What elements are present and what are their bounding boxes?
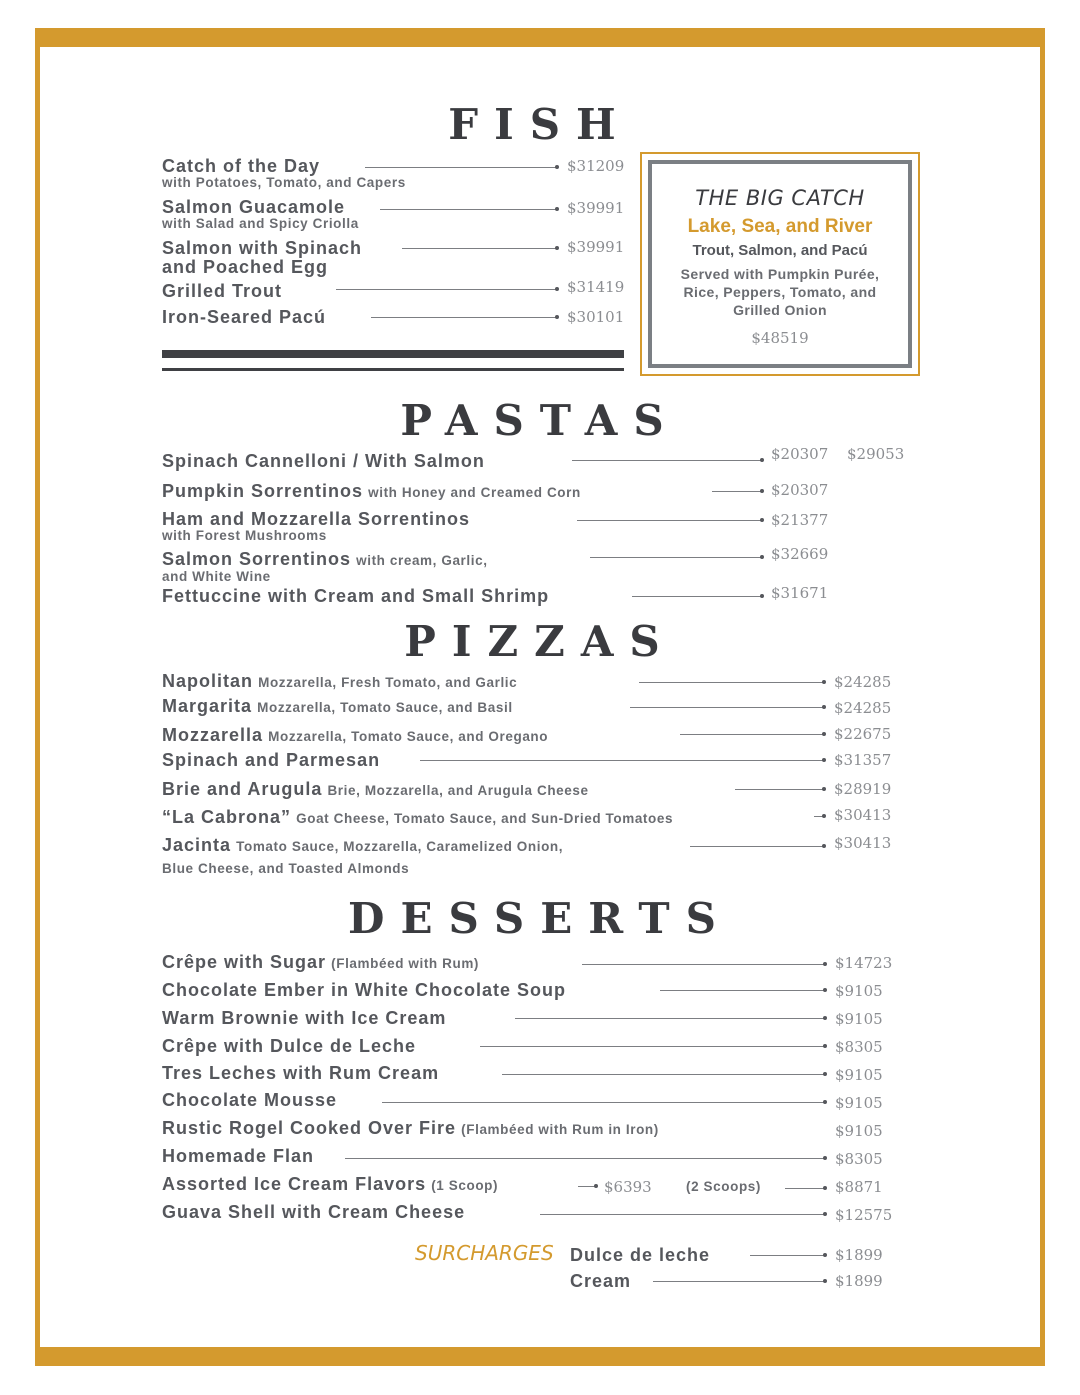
- item-price: $1899: [835, 1272, 883, 1290]
- item-price: $31671: [771, 584, 829, 602]
- menu-item-la-cabrona: “La Cabrona” Goat Cheese, Tomato Sauce, and Sun-Dried Tomatoes: [162, 807, 674, 827]
- menu-item-ham-mozzarella-sorrentinos: Ham and Mozzarella Sorrentinos: [162, 509, 471, 529]
- menu-item-catch-of-the-day: Catch of the Day: [162, 156, 321, 176]
- menu-item-chocolate-mousse: Chocolate Mousse: [162, 1090, 338, 1110]
- item-price: $39991: [567, 238, 625, 256]
- price-leader: [515, 1018, 825, 1019]
- price-leader: [785, 1188, 825, 1189]
- fish-heading: FISH: [448, 100, 632, 149]
- item-price-alt: $8871: [835, 1178, 883, 1196]
- price-leader: [540, 1214, 825, 1215]
- item-description: Blue Cheese, and Toasted Almonds: [162, 861, 410, 876]
- item-price: $28919: [834, 780, 892, 798]
- item-price: $9105: [835, 1010, 883, 1028]
- item-price: $21377: [771, 511, 829, 529]
- item-price: $1899: [835, 1246, 883, 1264]
- menu-item-napolitan: Napolitan Mozzarella, Fresh Tomato, and Garlic: [162, 671, 518, 691]
- surcharge-item-dulce-de-leche: Dulce de leche: [570, 1245, 711, 1265]
- item-price: $9105: [835, 982, 883, 1000]
- item-description: with Salad and Spicy Criolla: [162, 216, 359, 231]
- item-price: $20307: [771, 481, 829, 499]
- surcharge-item-cream: Cream: [570, 1271, 632, 1291]
- price-leader: [582, 964, 825, 965]
- price-leader: [380, 209, 557, 210]
- item-description: with Potatoes, Tomato, and Capers: [162, 175, 406, 190]
- price-leader: [639, 682, 824, 683]
- menu-item-tres-leches: Tres Leches with Rum Cream: [162, 1063, 440, 1083]
- item-price-alt: $29053: [847, 445, 905, 463]
- item-description: and White Wine: [162, 569, 271, 584]
- menu-item-spinach-cannelloni: Spinach Cannelloni / With Salmon: [162, 451, 485, 471]
- price-leader: [630, 707, 824, 708]
- item-price: $30413: [834, 834, 892, 852]
- price-leader: [420, 760, 824, 761]
- menu-item-mozzarella: Mozzarella Mozzarella, Tomato Sauce, and Oregano: [162, 725, 549, 745]
- menu-item-rustic-rogel: Rustic Rogel Cooked Over Fire (Flambéed with Rum in Iron): [162, 1118, 659, 1138]
- item-price: $22675: [834, 725, 892, 743]
- item-description-alt: (2 Scoops): [686, 1179, 762, 1194]
- price-leader: [690, 846, 824, 847]
- price-leader: [578, 1186, 596, 1187]
- price-leader: [653, 1281, 825, 1282]
- price-leader: [502, 1074, 825, 1075]
- item-price: $9105: [835, 1094, 883, 1112]
- item-price: $6393: [604, 1178, 652, 1196]
- menu-item-homemade-flan: Homemade Flan: [162, 1146, 315, 1166]
- item-price: $14723: [835, 954, 893, 972]
- item-price: $12575: [835, 1206, 893, 1224]
- big-catch-description: Served with Pumpkin Purée, Rice, Peppers, Tomato, and Grilled Onion: [680, 266, 880, 318]
- item-price: $31357: [834, 751, 892, 769]
- pizzas-heading: PIZZAS: [404, 617, 676, 666]
- big-catch-box: [640, 152, 920, 376]
- item-price: $31209: [567, 157, 625, 175]
- menu-item-grilled-trout: Grilled Trout: [162, 281, 283, 301]
- price-leader: [365, 167, 557, 168]
- pastas-heading: PASTAS: [400, 396, 680, 445]
- price-leader: [345, 1158, 825, 1159]
- menu-item-chocolate-ember: Chocolate Ember in White Chocolate Soup: [162, 980, 567, 1000]
- desserts-heading: DESSERTS: [348, 894, 732, 943]
- menu-item-salmon-with-spinach: Salmon with Spinach: [162, 238, 363, 258]
- item-price: $24285: [834, 673, 892, 691]
- section-divider-thin: [162, 368, 624, 371]
- price-leader: [735, 789, 824, 790]
- item-price: $20307: [771, 445, 829, 463]
- menu-item-iron-seared-pacu: Iron-Seared Pacú: [162, 307, 327, 327]
- price-leader: [632, 596, 762, 597]
- item-price: $8305: [835, 1150, 883, 1168]
- section-divider-thick: [162, 350, 624, 358]
- price-leader: [371, 317, 557, 318]
- item-price: $24285: [834, 699, 892, 717]
- big-catch-inner-frame: [648, 160, 912, 368]
- surcharges-label: SURCHARGES: [415, 1241, 554, 1265]
- menu-item-name-continued: and Poached Egg: [162, 257, 329, 277]
- price-leader: [660, 990, 825, 991]
- big-catch-fish-list: Trout, Salmon, and Pacú: [692, 242, 868, 259]
- item-price: $30101: [567, 308, 625, 326]
- menu-item-pumpkin-sorrentinos: Pumpkin Sorrentinos with Honey and Creamed Corn: [162, 481, 581, 501]
- price-leader: [572, 460, 762, 461]
- menu-item-fettuccine: Fettuccine with Cream and Small Shrimp: [162, 586, 550, 606]
- big-catch-title: THE BIG CATCH: [695, 186, 865, 210]
- price-leader: [382, 1102, 825, 1103]
- menu-item-warm-brownie: Warm Brownie with Ice Cream: [162, 1008, 447, 1028]
- price-leader: [480, 1046, 825, 1047]
- menu-item-guava-shell: Guava Shell with Cream Cheese: [162, 1202, 466, 1222]
- price-leader: [680, 734, 824, 735]
- menu-item-jacinta: Jacinta Tomato Sauce, Mozzarella, Caramelized Onion,: [162, 835, 564, 855]
- menu-item-brie-arugula: Brie and Arugula Brie, Mozzarella, and Arugula Cheese: [162, 779, 589, 799]
- price-leader: [336, 289, 557, 290]
- item-price: $39991: [567, 199, 625, 217]
- menu-item-salmon-guacamole: Salmon Guacamole: [162, 197, 346, 217]
- menu-item-spinach-parmesan: Spinach and Parmesan: [162, 750, 381, 770]
- item-price: $9105: [835, 1066, 883, 1084]
- menu-item-ice-cream-flavors: Assorted Ice Cream Flavors (1 Scoop): [162, 1174, 499, 1194]
- menu-item-salmon-sorrentinos: Salmon Sorrentinos with cream, Garlic,: [162, 549, 488, 569]
- item-price: $30413: [834, 806, 892, 824]
- price-leader: [814, 816, 824, 817]
- item-price: $32669: [771, 545, 829, 563]
- price-leader: [712, 491, 762, 492]
- menu-item-crepe-dulce-de-leche: Crêpe with Dulce de Leche: [162, 1036, 417, 1056]
- item-price: $8305: [835, 1038, 883, 1056]
- menu-item-crepe-sugar: Crêpe with Sugar (Flambéed with Rum): [162, 952, 480, 972]
- item-price: $9105: [835, 1122, 883, 1140]
- item-price: $31419: [567, 278, 625, 296]
- item-description: with Forest Mushrooms: [162, 528, 327, 543]
- price-leader: [577, 520, 762, 521]
- big-catch-subtitle: Lake, Sea, and River: [687, 216, 873, 237]
- price-leader: [402, 248, 557, 249]
- price-leader: [750, 1255, 825, 1256]
- menu-item-margarita: Margarita Mozzarella, Tomato Sauce, and Basil: [162, 696, 513, 716]
- big-catch-price: $48519: [751, 329, 809, 347]
- price-leader: [590, 557, 762, 558]
